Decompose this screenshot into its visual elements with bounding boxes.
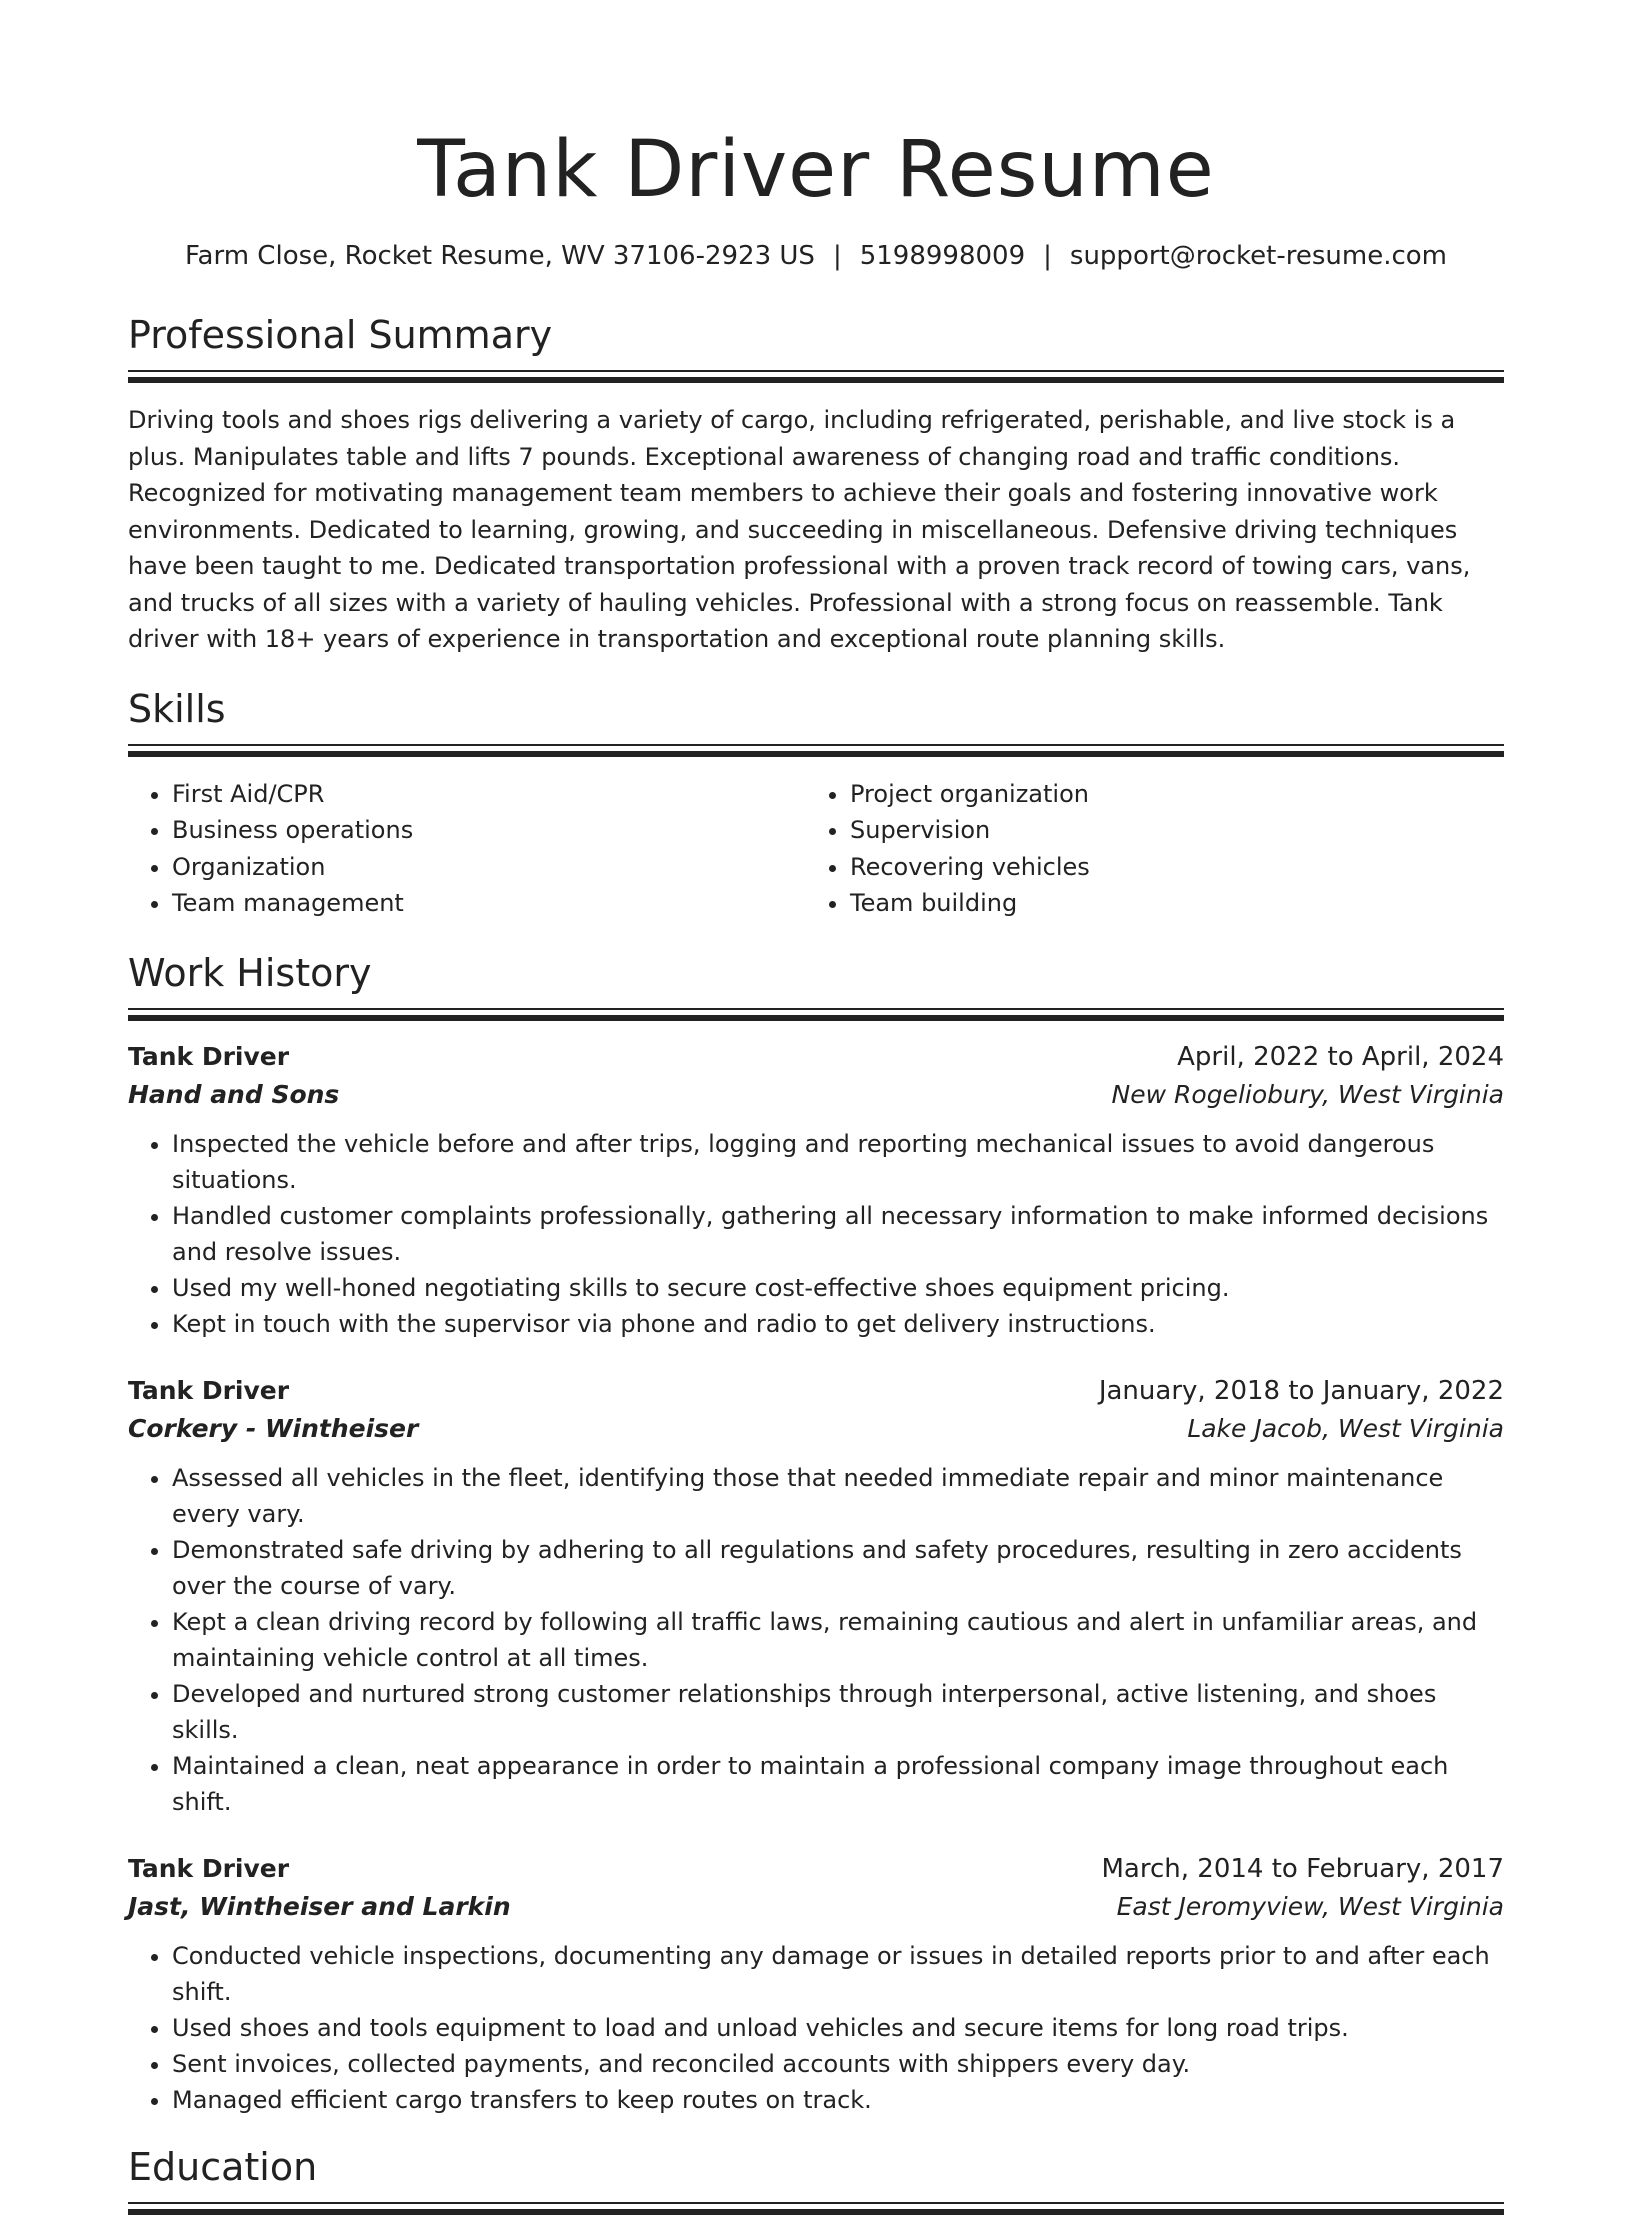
skills-section (128, 684, 1504, 922)
contact-line (128, 238, 1504, 274)
job-location: Lake Jacob, West Virginia (1187, 1413, 1504, 1443)
job-title: Tank Driver (128, 1041, 290, 1071)
job-bullet: • Managed efficient cargo transfers to keep routes on track. (172, 2082, 1504, 2118)
summary-heading: Professional Summary (128, 313, 553, 357)
skill-item: • Business operations (172, 812, 806, 849)
job-dates: January, 2018 to January, 2022 (1098, 1375, 1504, 1406)
job-company: Hand and Sons (128, 1079, 340, 1109)
job-header (128, 1372, 1504, 1410)
job-location: New Rogeliobury, West Virginia (1111, 1079, 1504, 1109)
summary-text: Driving tools and shoes rigs delivering a variety of cargo, including refrigerated, perishable, and live stock is a plus. Manipulates table and lifts 7 pounds. Exceptional awareness of changing road and traffic conditions. Recognized for motivating management team members to achieve their goals and fostering innovative work environments. Dedicated to learning, growing, and succeeding in miscellaneous. Defensive driving techniques have been taught to me. Dedicated transportation professional with a proven track record of towing cars, vans, and trucks of all sizes with a variety of hauling vehicles. Professional with a strong focus on reassemble. Tank driver with 18+ years of experience in transportation and exceptional route planning skills. (128, 406, 1471, 653)
job-bullet: • Kept in touch with the supervisor via phone and radio to get delivery instructions. (172, 1306, 1504, 1342)
job-entry (128, 1850, 1504, 2118)
skill-item: • Supervision (850, 812, 1484, 849)
job-bullet: • Demonstrated safe driving by adhering to all regulations and safety procedures, resulting in zero accidents over the course of vary. (172, 1532, 1504, 1604)
skills-list-left (128, 776, 806, 922)
job-bullets (128, 1938, 1504, 2118)
section-divider (128, 370, 1504, 384)
section-divider (128, 1008, 1504, 1022)
job-bullet: • Handled customer complaints professionally, gathering all necessary information to make informed decisions and resolve issues. (172, 1198, 1504, 1270)
job-bullet: • Kept a clean driving record by following all traffic laws, remaining cautious and alert in unfamiliar areas, and maintaining vehicle control at all times. (172, 1604, 1504, 1676)
job-bullet: • Used shoes and tools equipment to load and unload vehicles and secure items for long road trips. (172, 2010, 1504, 2046)
section-divider (128, 744, 1504, 758)
contact-phone: 5198998009 (859, 241, 1026, 271)
skill-item: • Team management (172, 885, 806, 922)
job-header (128, 1038, 1504, 1076)
summary-section (128, 310, 1504, 658)
job-title: Tank Driver (128, 1853, 290, 1883)
job-bullets (128, 1126, 1504, 1342)
skills-heading: Skills (128, 686, 226, 731)
contact-separator: | (832, 241, 842, 271)
job-header (128, 1850, 1504, 1888)
job-entry (128, 1038, 1504, 1342)
job-title: Tank Driver (128, 1375, 290, 1405)
job-bullets (128, 1460, 1504, 1820)
resume-page (128, 0, 1504, 2216)
job-company: Corkery - Wintheiser (128, 1413, 419, 1443)
job-bullet: • Sent invoices, collected payments, and reconciled accounts with shippers every day. (172, 2046, 1504, 2082)
resume-title: Tank Driver Resume (417, 125, 1215, 215)
work-heading: Work History (128, 950, 372, 995)
skill-item: • Organization (172, 849, 806, 886)
job-bullet: • Conducted vehicle inspections, documenting any damage or issues in detailed reports prior to and after each shift. (172, 1938, 1504, 2010)
section-divider (128, 2202, 1504, 2216)
job-subheader (128, 1888, 1504, 1926)
work-section (128, 948, 1504, 2118)
skill-item: • Team building (850, 885, 1484, 922)
job-bullet: • Developed and nurtured strong customer relationships through interpersonal, active listening, and shoes skills. (172, 1676, 1504, 1748)
job-entry (128, 1372, 1504, 1820)
job-bullet: • Assessed all vehicles in the fleet, identifying those that needed immediate repair and minor maintenance every vary. (172, 1460, 1504, 1532)
contact-separator: | (1043, 241, 1052, 271)
skills-list-right (806, 776, 1484, 922)
job-bullet: • Inspected the vehicle before and after trips, logging and reporting mechanical issues to avoid dangerous situations. (172, 1126, 1504, 1198)
contact-address: Farm Close, Rocket Resume, WV 37106-2923 US (184, 241, 815, 271)
job-subheader (128, 1076, 1504, 1114)
job-subheader (128, 1410, 1504, 1448)
job-bullet: • Used my well-honed negotiating skills to secure cost-effective shoes equipment pricing. (172, 1270, 1504, 1306)
education-heading: Education (128, 2144, 318, 2189)
skill-item: • Recovering vehicles (850, 849, 1484, 886)
job-company: Jast, Wintheiser and Larkin (128, 1891, 511, 1921)
job-dates: April, 2022 to April, 2024 (1177, 1041, 1504, 1072)
contact-email: support@rocket-resume.com (1069, 241, 1448, 271)
skill-item: • First Aid/CPR (172, 776, 806, 813)
skill-item: • Project organization (850, 776, 1484, 813)
job-location: East Jeromyview, West Virginia (1116, 1891, 1504, 1921)
skills-columns (128, 776, 1504, 922)
job-dates: March, 2014 to February, 2017 (1101, 1853, 1504, 1884)
education-section (128, 2142, 1504, 2216)
job-bullet: • Maintained a clean, neat appearance in order to maintain a professional company image throughout each shift. (172, 1748, 1504, 1820)
